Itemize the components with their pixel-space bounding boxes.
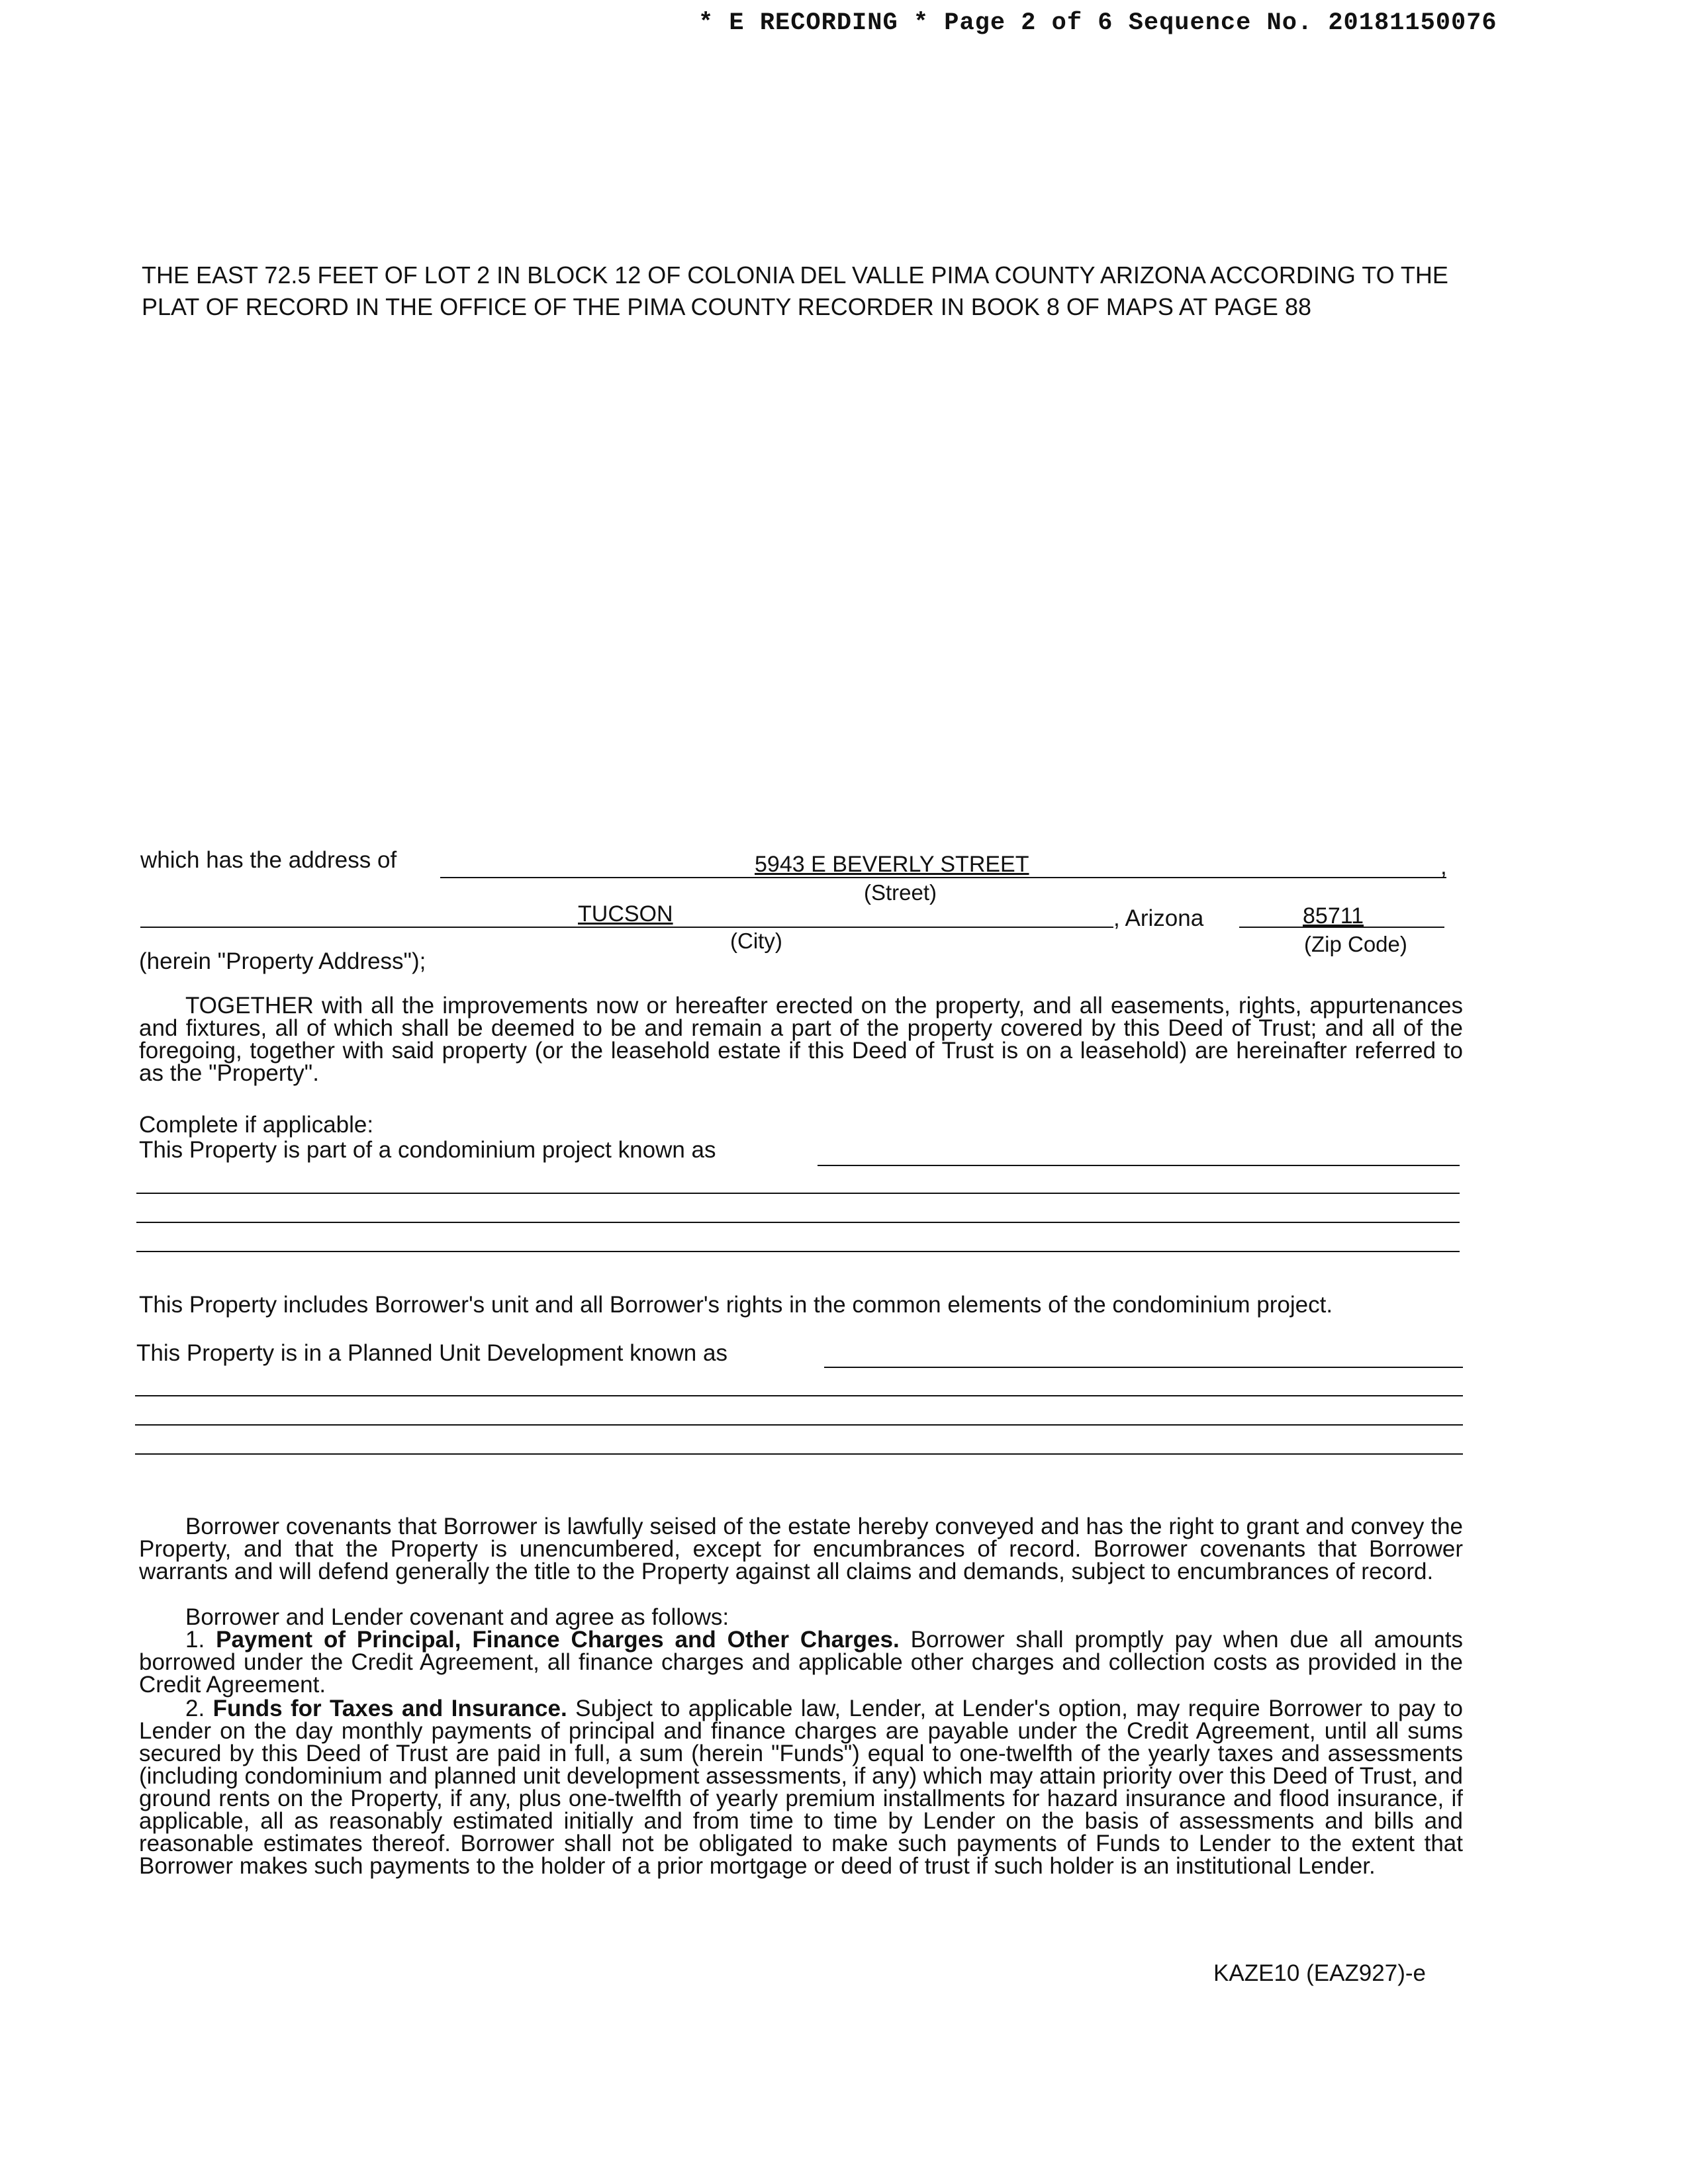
zip-caption: (Zip Code) <box>1304 932 1407 956</box>
pud-name-line <box>824 1367 1463 1368</box>
agree-line: Borrower and Lender covenant and agree as follows: <box>185 1604 729 1630</box>
covenant-1-heading: Payment of Principal, Finance Charges and Other Charges. <box>216 1627 900 1653</box>
complete-if-applicable: Complete if applicable: <box>139 1112 374 1138</box>
state-text: , Arizona <box>1113 905 1204 931</box>
condo-includes-text: This Property includes Borrower's unit and all Borrower's rights in the common elements of the condominium project. <box>139 1292 1333 1318</box>
pud-blank-line-1 <box>135 1395 1463 1396</box>
covenant-2-number: 2. <box>185 1696 205 1721</box>
street-comma: , <box>1440 854 1447 880</box>
condo-name-line <box>818 1165 1460 1166</box>
property-address-label: (herein "Property Address"); <box>139 948 426 974</box>
covenant-1-text: Borrower shall promptly pay when due all amounts borrowed under the Credit Agreement, all finance charges and applicable other charges and collection costs as provided in the Credit Agreement. <box>139 1627 1463 1698</box>
city-caption: (City) <box>730 929 782 953</box>
recording-header: * E RECORDING * Page 2 of 6 Sequence No. 20181150076 <box>698 9 1497 37</box>
pud-label: This Property is in a Planned Unit Development known as <box>136 1340 727 1366</box>
legal-description: THE EAST 72.5 FEET OF LOT 2 IN BLOCK 12 OF COLONIA DEL VALLE PIMA COUNTY ARIZONA ACCORDING TO THE PLAT OF RECORD IN THE OFFICE OF THE PIMA COUNTY RECORDER IN BOOK 8 OF MAPS AT PAGE 88 <box>142 261 1448 320</box>
form-code: KAZE10 (EAZ927)-e <box>1213 1960 1426 1986</box>
condo-project-label: This Property is part of a condominium project known as <box>139 1137 716 1163</box>
covenant-2-text: Subject to applicable law, Lender, at Lender's option, may require Borrower to pay to Lender on the day monthly payments of principal and finance charges are payable under the Credit Agreement, until all sums secured by this Deed of Trust are paid in full, a sum (herein "Funds") equal to one-twelfth of the yearly taxes and assessments (including condominium and planned unit development assessments, if any) which may attain priority over this Deed of Trust, and ground rents on the Property, if any, plus one-twelfth of yearly premium installments for hazard insurance and flood insurance, if applicable, all as reasonably estimated initially and from time to time by Lender on the basis of assessments and bills and reasonable estimates thereof. Borrower shall not be obligated to make such payments of Funds to Lender to the extent that Borrower makes such payments to the holder of a prior mortgage or deed of trust if such holder is an institutional Lender. <box>139 1696 1463 1879</box>
covenant-1-number: 1. <box>185 1627 205 1653</box>
address-intro: which has the address of <box>140 847 397 873</box>
city-value: TUCSON <box>578 901 673 927</box>
pud-blank-line-3 <box>135 1453 1463 1455</box>
condo-blank-line-1 <box>136 1193 1460 1194</box>
together-paragraph: TOGETHER with all the improvements now or hereafter erected on the property, and all easements, rights, appurtenances and fixtures, all of which shall be deemed to be and remain a part of the property covered by this Deed of Trust; and all of the foregoing, together with said property (or the leasehold estate if this Deed of Trust is on a leasehold) are hereinafter referred to as the "Property". <box>139 993 1463 1086</box>
seised-paragraph: Borrower covenants that Borrower is lawfully seised of the estate hereby conveyed and has the right to grant and convey the Property, and that the Property is unencumbered, except for encumbrances of record. Borrower covenants that Borrower warrants and will defend generally the title to the Property against all claims and demands, subject to encumbrances of record. <box>139 1514 1463 1584</box>
pud-blank-line-2 <box>135 1424 1463 1426</box>
covenant-2 <box>139 1698 1463 1878</box>
zip-value: 85711 <box>1303 903 1364 929</box>
covenant-2-heading: Funds for Taxes and Insurance. <box>212 1696 567 1721</box>
street-caption: (Street) <box>864 880 937 905</box>
condo-blank-line-3 <box>136 1251 1460 1252</box>
covenant-1 <box>139 1629 1463 1696</box>
street-value: 5943 E BEVERLY STREET <box>755 852 1029 877</box>
condo-blank-line-2 <box>136 1222 1460 1223</box>
